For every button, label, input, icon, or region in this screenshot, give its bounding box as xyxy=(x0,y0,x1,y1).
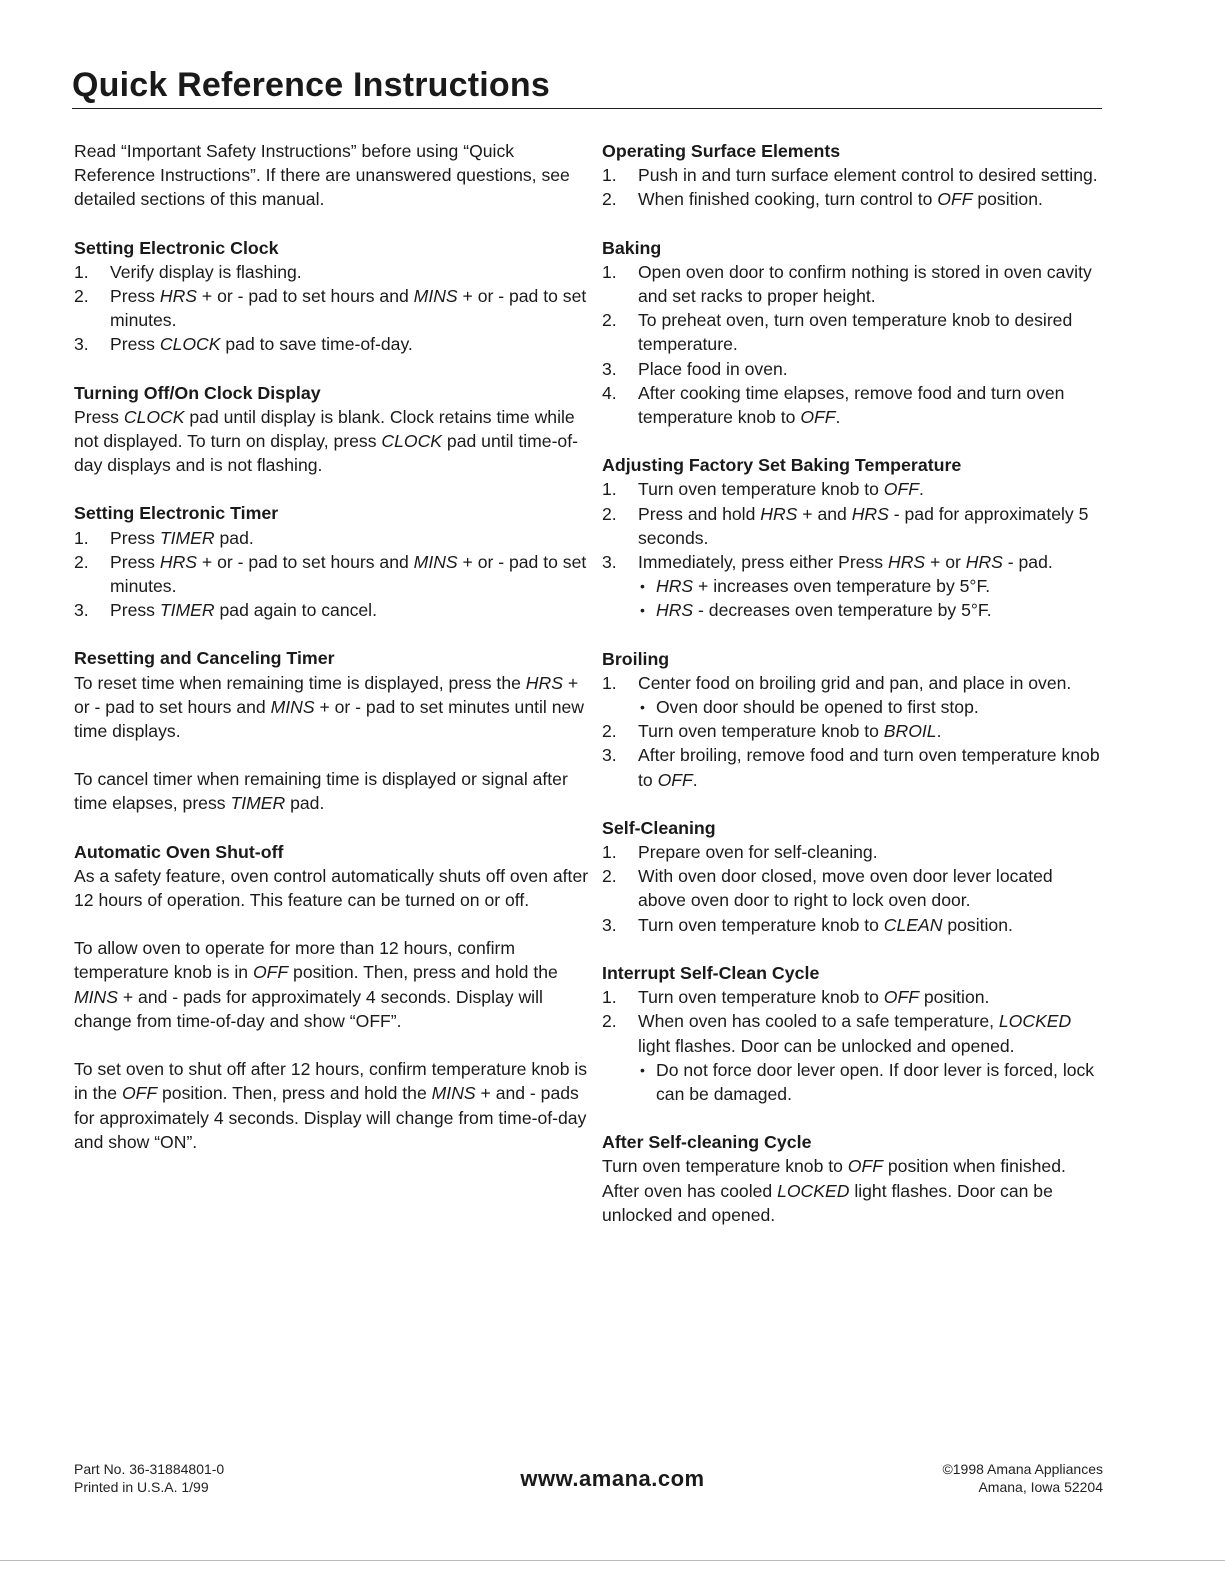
list-item xyxy=(602,1009,1102,1057)
paragraph: Press CLOCK pad until display is blank. Clock retains time while not displayed. To turn on display, press CLOCK pad until time-of-day displays and is not flashing. xyxy=(74,406,578,476)
step-text: To preheat oven, turn oven temperature knob to desired temperature. xyxy=(638,310,1073,355)
step-list xyxy=(602,163,1102,211)
paragraph: To allow oven to operate for more than 12 hours, confirm temperature knob is in OFF position. Then, press and hold the MINS + and - pads for approximately 4 seconds. Display will change from time-of-day and show “OFF”. xyxy=(74,938,558,1031)
bullet-list xyxy=(638,695,1102,719)
step-number: 2. xyxy=(602,866,617,887)
step-text: With oven door closed, move oven door lever located above oven door to right to lock oven door. xyxy=(638,866,1053,911)
step-number: 1. xyxy=(602,165,617,186)
step-number: 1. xyxy=(602,672,617,693)
step-text: When finished cooking, turn control to OFF position. xyxy=(638,189,1043,210)
printed-date: Printed in U.S.A. 1/99 xyxy=(74,1479,209,1495)
website-link[interactable]: www.amana.com xyxy=(520,1466,705,1491)
setting-clock-section xyxy=(74,236,589,357)
step-text: Press HRS + or - pad to set hours and MINS + or - pad to set minutes. xyxy=(110,286,587,331)
part-number: Part No. 36-31884801-0 xyxy=(74,1461,225,1477)
step-text: Press and hold HRS + and HRS - pad for approximately 5 seconds. xyxy=(638,503,1089,548)
step-text: When oven has cooled to a safe temperature, LOCKED light flashes. Door can be unlocked and opened. xyxy=(638,1011,1072,1056)
step-number: 1. xyxy=(602,987,617,1008)
step-text: Turn oven temperature knob to OFF. xyxy=(638,479,924,500)
page-title: Quick Reference Instructions xyxy=(72,66,1102,109)
section-heading: Interrupt Self-Clean Cycle xyxy=(602,962,820,983)
list-item xyxy=(74,332,589,356)
step-number: 1. xyxy=(74,261,89,282)
step-number: 3. xyxy=(602,745,617,766)
section-heading: Setting Electronic Clock xyxy=(74,237,279,258)
left-column xyxy=(74,139,589,1154)
section-heading: Baking xyxy=(602,237,662,258)
step-text: Turn oven temperature knob to CLEAN position. xyxy=(638,914,1013,935)
list-item xyxy=(74,260,589,284)
step-text: Open oven door to confirm nothing is stored in oven cavity and set racks to proper height. xyxy=(638,261,1092,307)
oven-shutoff-section xyxy=(74,840,589,1154)
self-cleaning-section xyxy=(602,816,1102,937)
paragraph-group xyxy=(74,671,589,816)
list-item xyxy=(602,260,1102,308)
step-number: 2. xyxy=(602,1011,617,1032)
list-item xyxy=(602,308,1102,356)
list-item xyxy=(602,187,1102,211)
list-item xyxy=(602,381,1102,429)
bullet-item: • Oven door should be opened to first stop. xyxy=(638,695,1102,719)
list-item xyxy=(602,985,1102,1009)
step-text: Press TIMER pad again to cancel. xyxy=(110,600,377,621)
step-text: Center food on broiling grid and pan, and place in oven. xyxy=(638,672,1072,693)
section-heading: Resetting and Canceling Timer xyxy=(74,648,335,669)
paragraph: To cancel timer when remaining time is displayed or signal after time elapses, press TIMER pad. xyxy=(74,769,568,814)
step-text: After cooking time elapses, remove food and turn oven temperature knob to OFF. xyxy=(638,382,1065,428)
step-list xyxy=(602,260,1102,429)
paragraph-group xyxy=(602,1154,1102,1227)
step-list xyxy=(602,985,1102,1058)
step-text: Place food in oven. xyxy=(638,358,788,379)
right-column xyxy=(602,139,1102,1227)
list-item xyxy=(602,840,1102,864)
surface-elements-section xyxy=(602,139,1102,212)
step-list xyxy=(602,671,1102,792)
step-number: 2. xyxy=(74,551,89,572)
broiling-section xyxy=(602,647,1102,792)
baking-section xyxy=(602,236,1102,430)
list-item xyxy=(74,550,589,598)
list-item xyxy=(602,743,1102,791)
adjust-temperature-section xyxy=(602,453,1102,622)
list-item xyxy=(602,163,1102,187)
setting-timer-section xyxy=(74,501,589,622)
list-item xyxy=(602,671,1102,719)
bullet-item: • Do not force door lever open. If door lever is forced, lock can be damaged. xyxy=(638,1058,1102,1106)
after-clean-section xyxy=(602,1130,1102,1227)
step-number: 3. xyxy=(74,334,89,355)
list-item xyxy=(602,502,1102,550)
step-text: Press CLOCK pad to save time-of-day. xyxy=(110,334,413,355)
step-number: 1. xyxy=(602,479,617,500)
section-heading: Broiling xyxy=(602,648,670,669)
step-number: 3. xyxy=(602,358,617,379)
step-number: 4. xyxy=(602,382,617,403)
clock-display-section xyxy=(74,381,589,478)
step-number: 2. xyxy=(602,503,617,524)
section-heading: Automatic Oven Shut-off xyxy=(74,841,284,862)
list-item xyxy=(602,864,1102,912)
step-list xyxy=(602,477,1102,574)
bullet-item: • HRS - decreases oven temperature by 5°F. xyxy=(638,598,1102,622)
copyright: ©1998 Amana Appliances xyxy=(942,1461,1103,1477)
step-text: Press TIMER pad. xyxy=(110,527,254,548)
step-list xyxy=(74,260,589,357)
paragraph: To set oven to shut off after 12 hours, confirm temperature knob is in the OFF position. Then, press and hold the MINS + and - pads for approximately 4 seconds. Display will change from time-of-day and show “ON”. xyxy=(74,1059,588,1152)
step-number: 2. xyxy=(602,310,617,331)
paragraph: Turn oven temperature knob to OFF position when finished. After oven has cooled LOCKED light flashes. Door can be unlocked and opened. xyxy=(602,1156,1066,1225)
paragraph: As a safety feature, oven control automatically shuts off oven after 12 hours of operation. This feature can be turned on or off. xyxy=(74,865,589,911)
step-text: Turn oven temperature knob to OFF position. xyxy=(638,987,990,1008)
step-number: 1. xyxy=(602,842,617,863)
intro-section xyxy=(74,139,589,212)
step-text: Prepare oven for self-cleaning. xyxy=(638,842,878,863)
bullet-list xyxy=(638,1058,1102,1106)
step-list xyxy=(602,840,1102,937)
paragraph-group xyxy=(74,405,589,478)
step-number: 2. xyxy=(74,286,89,307)
section-heading: Self-Cleaning xyxy=(602,817,716,838)
bullet-item: • HRS + increases oven temperature by 5°F. xyxy=(638,574,1102,598)
list-item xyxy=(602,477,1102,501)
list-item xyxy=(602,550,1102,574)
footer-right xyxy=(942,1460,1103,1496)
bullet-list xyxy=(638,574,1102,622)
reset-timer-section xyxy=(74,646,589,815)
paragraph-group xyxy=(74,864,589,1154)
step-text: Press HRS + or - pad to set hours and MINS + or - pad to set minutes. xyxy=(110,551,587,597)
section-heading: Adjusting Factory Set Baking Temperature xyxy=(602,455,962,476)
step-text: Push in and turn surface element control to desired setting. xyxy=(638,165,1098,186)
step-number: 3. xyxy=(602,552,617,573)
step-number: 1. xyxy=(602,261,617,282)
step-text: After broiling, remove food and turn oven temperature knob to OFF. xyxy=(638,745,1100,790)
intro-paragraph: Read “Important Safety Instructions” before using “Quick Reference Instructions”. If there are unanswered questions, see detailed sections of this manual. xyxy=(74,141,570,210)
step-number: 3. xyxy=(602,914,617,935)
list-item xyxy=(74,598,589,622)
section-heading: Operating Surface Elements xyxy=(602,141,841,161)
interrupt-clean-section xyxy=(602,961,1102,1106)
bottom-rule xyxy=(0,1560,1225,1561)
section-heading: Turning Off/On Clock Display xyxy=(74,382,321,403)
section-heading: Setting Electronic Timer xyxy=(74,503,279,524)
list-item xyxy=(74,526,589,550)
step-number: 3. xyxy=(74,600,89,621)
step-number: 1. xyxy=(74,527,89,548)
address: Amana, Iowa 52204 xyxy=(978,1479,1103,1495)
step-number: 2. xyxy=(602,721,617,742)
step-list xyxy=(74,526,589,623)
list-item xyxy=(602,719,1102,743)
paragraph: To reset time when remaining time is displayed, press the HRS + or - pad to set hours and MINS + or - pad to set minutes until new time displays. xyxy=(74,672,584,742)
list-item xyxy=(74,284,589,332)
list-item xyxy=(602,357,1102,381)
step-text: Immediately, press either Press HRS + or HRS - pad. xyxy=(638,552,1053,573)
section-heading: After Self-cleaning Cycle xyxy=(602,1132,812,1153)
step-text: Verify display is flashing. xyxy=(110,261,302,282)
list-item xyxy=(602,913,1102,937)
step-text: Turn oven temperature knob to BROIL. xyxy=(638,721,942,742)
step-number: 2. xyxy=(602,189,617,210)
